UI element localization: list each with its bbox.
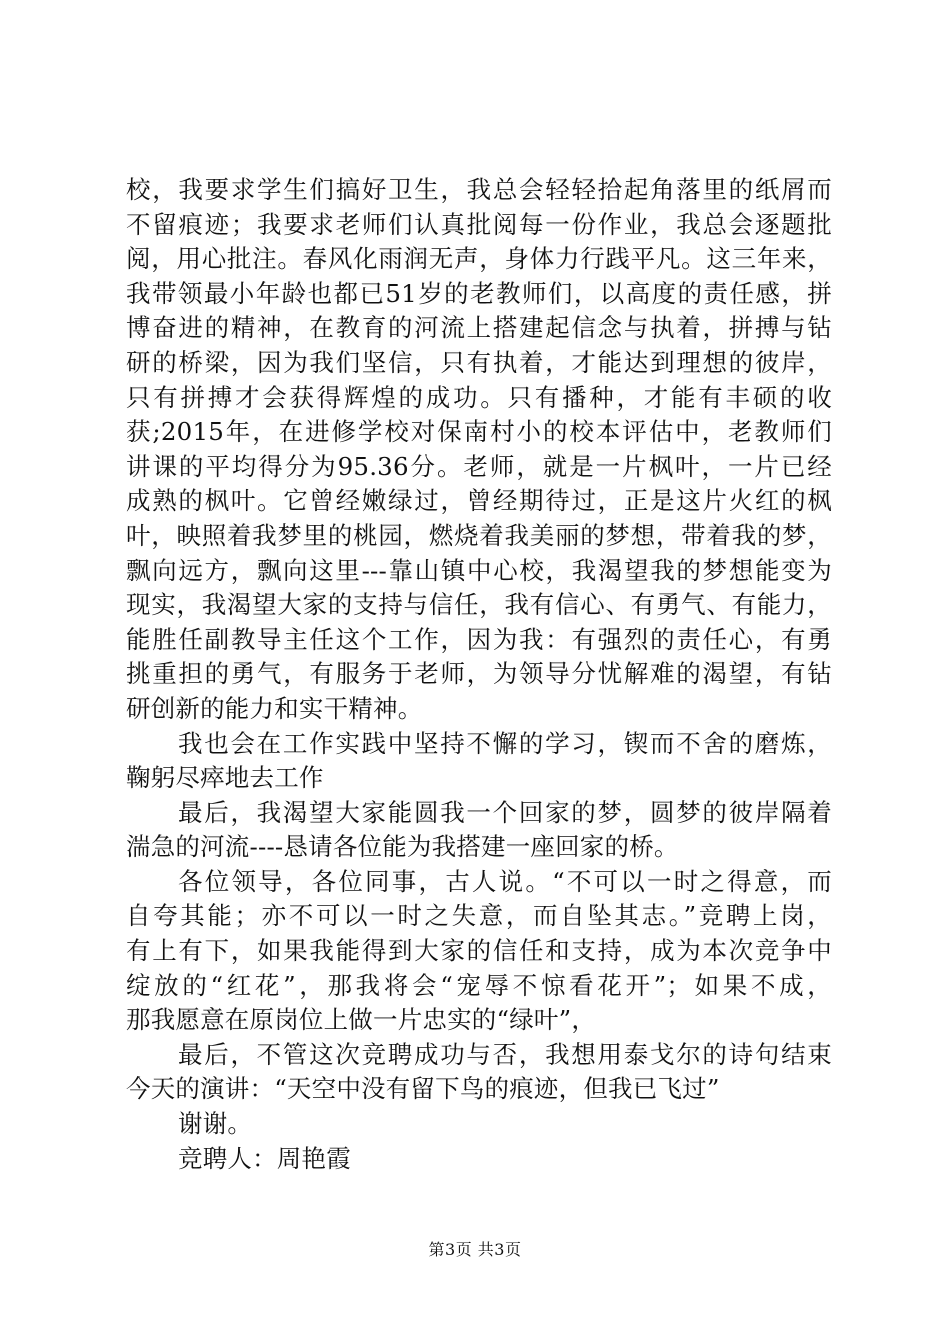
- text-line: 湍急的河流----恳请各位能为我搭建一座回家的桥。: [126, 832, 679, 862]
- text-line: 飘向远方，飘向这里---靠山镇中心校，我渴望我的梦想能变为: [126, 555, 832, 585]
- text-line: 只有拼搏才会获得辉煌的成功。只有播种，才能有丰硕的收: [126, 382, 832, 412]
- text-line: 最后，我渴望大家能圆我一个回家的梦，圆梦的彼岸隔着: [178, 797, 832, 827]
- text-line: 各位领导，各位同事，古人说。“不可以一时之得意，而: [178, 866, 832, 896]
- text-line: 不留痕迹；我要求老师们认真批阅每一份作业，我总会逐题批: [126, 209, 832, 239]
- text-line: 挑重担的勇气，有服务于老师，为领导分忧解难的渴望，有钻: [126, 659, 832, 689]
- page-footer: 第3页 共3页: [428, 1240, 522, 1259]
- text-line: 竞聘人：周艳霞: [178, 1143, 351, 1173]
- text-line: 谢谢。: [178, 1109, 253, 1139]
- text-line: 成熟的枫叶。它曾经嫩绿过，曾经期待过，正是这片火红的枫: [126, 486, 832, 516]
- text-line: 绽放的“红花”，那我将会“宠辱不惊看花开”；如果不成，: [126, 970, 832, 1000]
- text-line: 阅，用心批注。春风化雨润无声，身体力行践平凡。这三年来，: [126, 244, 832, 274]
- text-line: 自夸其能；亦不可以一时之失意，而自坠其志。”竞聘上岗，: [126, 901, 832, 931]
- text-line: 研的桥梁，因为我们坚信，只有执着，才能达到理想的彼岸，: [126, 347, 832, 377]
- text-line: 讲课的平均得分为95.36分。老师，就是一片枫叶，一片已经: [126, 451, 832, 481]
- text-line: 今天的演讲：“天空中没有留下鸟的痕迹，但我已飞过”: [126, 1074, 720, 1104]
- text-line: 最后，不管这次竞聘成功与否，我想用泰戈尔的诗句结束: [178, 1039, 832, 1069]
- text-line: 现实，我渴望大家的支持与信任，我有信心、有勇气、有能力，: [126, 590, 832, 620]
- text-line: 我带领最小年龄也都已51岁的老教师们，以高度的责任感，拼: [126, 278, 832, 308]
- text-line: 那我愿意在原岗位上做一片忠实的“绿叶”，: [126, 1005, 597, 1035]
- text-line: 能胜任副教导主任这个工作，因为我：有强烈的责任心，有勇: [126, 624, 832, 654]
- text-line: 鞠躬尽瘁地去工作: [126, 763, 324, 793]
- text-line: 研创新的能力和实干精神。: [126, 693, 423, 723]
- text-line: 校，我要求学生们搞好卫生，我总会轻轻拾起角落里的纸屑而: [126, 175, 832, 204]
- text-line: 有上有下，如果我能得到大家的信任和支持，成为本次竞争中: [126, 936, 832, 966]
- text-line: 我也会在工作实践中坚持不懈的学习，锲而不舍的磨炼，: [178, 728, 832, 758]
- body-text: [126, 173, 832, 1176]
- text-line: 叶，映照着我梦里的桃园，燃烧着我美丽的梦想，带着我的梦，: [126, 520, 832, 550]
- text-line: 博奋进的精神，在教育的河流上搭建起信念与执着，拼搏与钻: [126, 313, 832, 343]
- text-line: 获;2015年，在进修学校对保南村小的校本评估中，老教师们: [126, 417, 832, 447]
